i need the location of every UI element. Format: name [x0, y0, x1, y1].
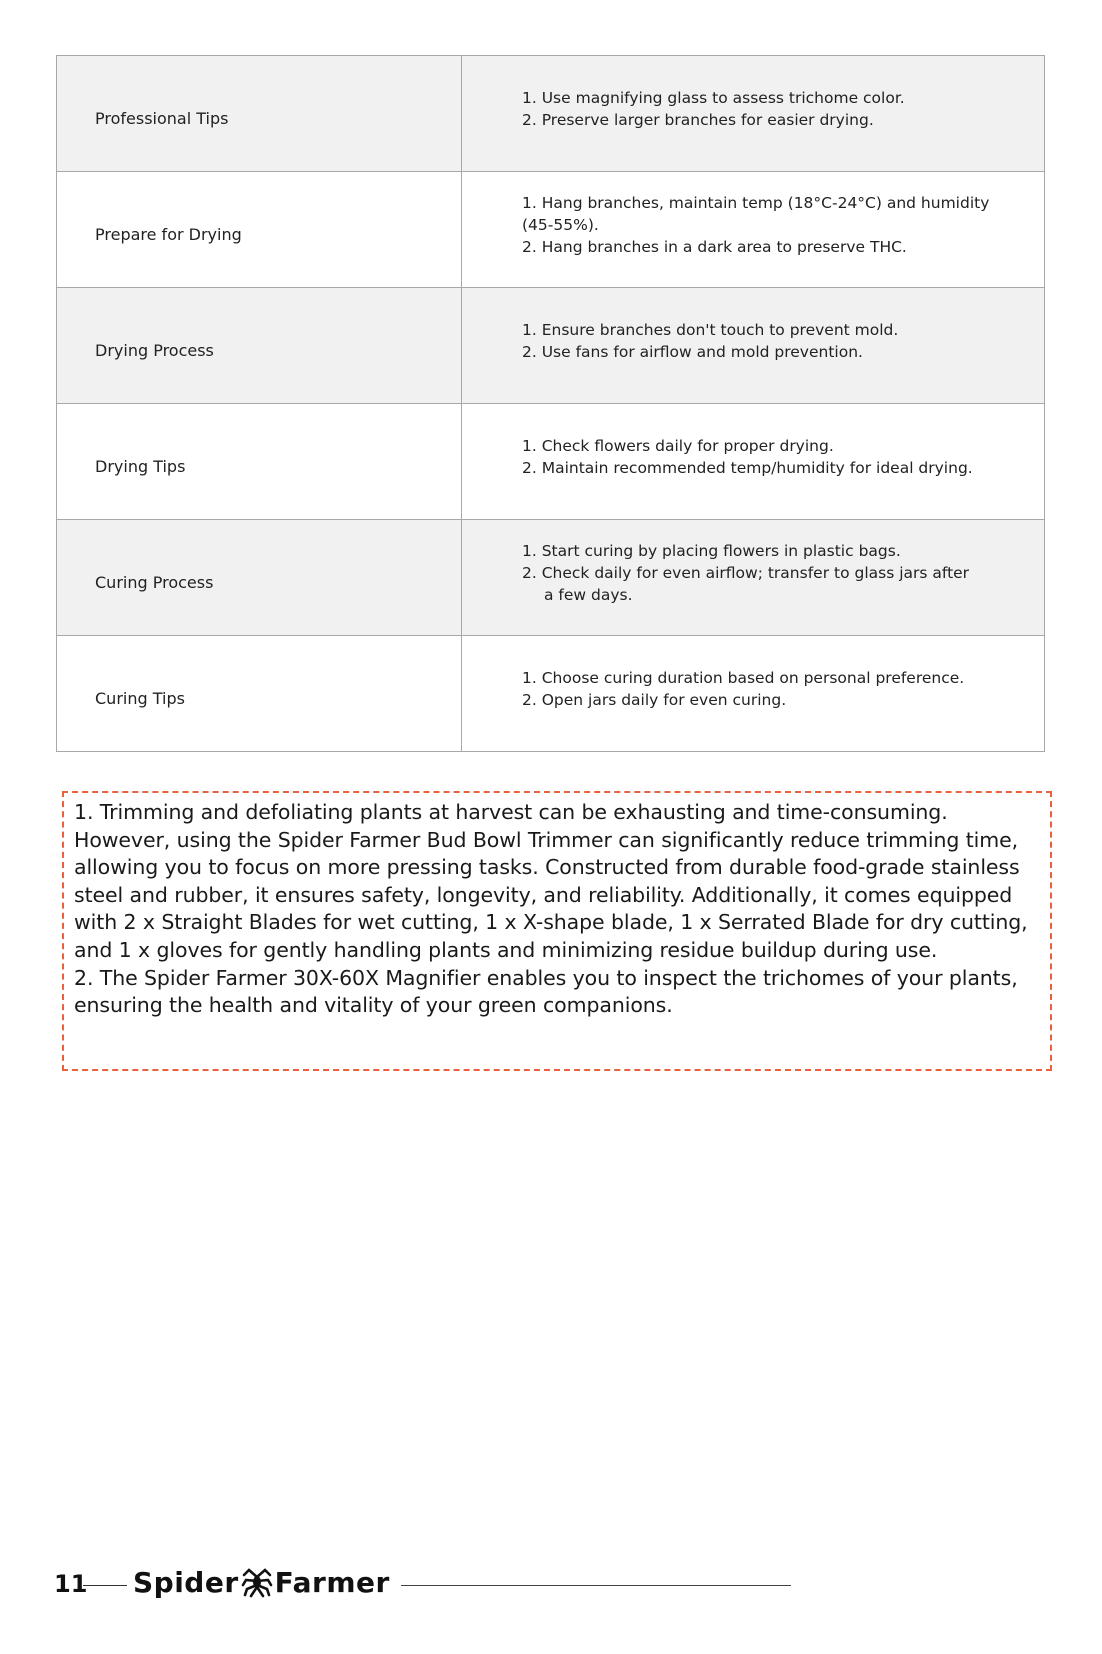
- row-description: [462, 435, 1044, 479]
- row-description: [462, 540, 1044, 606]
- footer-short-divider: [83, 1585, 127, 1586]
- page-number: 11: [54, 1570, 88, 1598]
- row-description: [462, 319, 1044, 363]
- table-row: [57, 636, 1045, 752]
- desc-line: 1. Hang branches, maintain temp (18°C-24°C) and humidity: [522, 193, 990, 212]
- row-label: Curing Tips: [95, 689, 185, 708]
- desc-line: 1. Start curing by placing flowers in plastic bags.: [522, 541, 901, 560]
- footer-long-divider: [401, 1585, 791, 1586]
- row-label: Professional Tips: [95, 109, 229, 128]
- row-label-cell: [57, 56, 462, 172]
- spider-logo-icon: [241, 1567, 273, 1599]
- row-label: Drying Tips: [95, 457, 186, 476]
- row-label-cell: [57, 172, 462, 288]
- desc-line: 2. Check daily for even airflow; transfer to glass jars after: [522, 563, 970, 582]
- row-desc-cell: [462, 56, 1045, 172]
- row-description: [462, 192, 1044, 258]
- desc-line: 2. Preserve larger branches for easier drying.: [522, 110, 874, 129]
- row-label: Drying Process: [95, 341, 214, 360]
- row-description: [462, 87, 1044, 131]
- table-row: [57, 288, 1045, 404]
- row-desc-cell: [462, 172, 1045, 288]
- desc-line: 2. Open jars daily for even curing.: [522, 690, 787, 709]
- note-paragraph-trimmer: 1. Trimming and defoliating plants at harvest can be exhausting and time-consuming. However, using the Spider Farmer Bud Bowl Trimmer can significantly reduce trimming time, allowing you to focus on more pressing tasks. Constructed from durable food-grade stainless steel and rubber, it ensures safety, longevity, and reliability. Additionally, it comes equipped with 2 x Straight Blades for wet cutting, 1 x X-shape blade, 1 x Serrated Blade for dry cutting, and 1 x gloves for gently handling plants and minimizing residue buildup during use.: [74, 800, 1028, 962]
- desc-line: 2. Maintain recommended temp/humidity for ideal drying.: [522, 458, 973, 477]
- row-label-cell: [57, 520, 462, 636]
- row-desc-cell: [462, 404, 1045, 520]
- table-row: [57, 520, 1045, 636]
- desc-line: (45-55%).: [522, 215, 599, 234]
- row-label-cell: [57, 288, 462, 404]
- brand-logo: [133, 1566, 390, 1599]
- table-row: [57, 172, 1045, 288]
- row-description: [462, 667, 1044, 711]
- row-desc-cell: [462, 636, 1045, 752]
- note-paragraph-magnifier: 2. The Spider Farmer 30X-60X Magnifier enables you to inspect the trichomes of your plants, ensuring the health and vitality of your green companions.: [74, 965, 1018, 1018]
- desc-line: 2. Hang branches in a dark area to preserve THC.: [522, 237, 907, 256]
- brand-word-farmer: Farmer: [274, 1566, 390, 1599]
- table-row: [57, 56, 1045, 172]
- row-label: Prepare for Drying: [95, 225, 242, 244]
- row-label-cell: [57, 404, 462, 520]
- page-footer: [50, 1562, 810, 1612]
- tips-table: [56, 55, 1045, 752]
- desc-line: a few days.: [544, 585, 633, 604]
- desc-line: 1. Use magnifying glass to assess trichome color.: [522, 88, 905, 107]
- desc-line: 1. Choose curing duration based on personal preference.: [522, 668, 965, 687]
- desc-line: 2. Use fans for airflow and mold prevention.: [522, 342, 863, 361]
- row-label: Curing Process: [95, 573, 214, 592]
- row-desc-cell: [462, 288, 1045, 404]
- product-note-box: [62, 791, 1052, 1071]
- desc-line: 1. Ensure branches don't touch to prevent mold.: [522, 320, 899, 339]
- row-desc-cell: [462, 520, 1045, 636]
- brand-word-spider: Spider: [133, 1566, 239, 1599]
- table-row: [57, 404, 1045, 520]
- row-label-cell: [57, 636, 462, 752]
- desc-line: 1. Check flowers daily for proper drying.: [522, 436, 834, 455]
